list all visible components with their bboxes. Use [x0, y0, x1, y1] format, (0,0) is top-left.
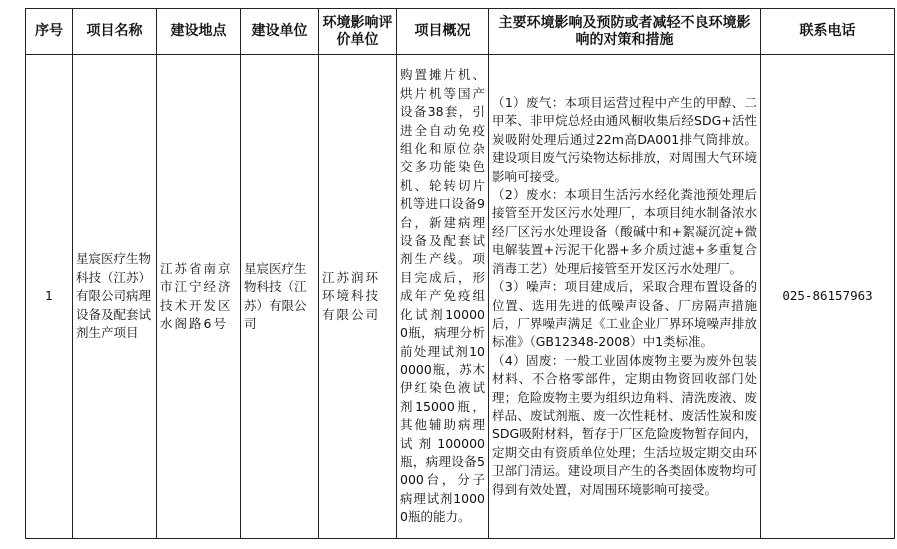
- table-row: [26, 55, 895, 539]
- header-unit: 建设单位: [241, 9, 319, 55]
- cell-seq: 1: [26, 55, 73, 539]
- header-location: 建设地点: [157, 9, 241, 55]
- measure-noise: （3）噪声：项目建成后，采取合理布置设备的位置、选用先进的低噪声设备、厂房隔声措施后，厂界噪声满足《工业企业厂界环境噪声排放标准》（GB12348-2008）中1类标准。: [492, 279, 757, 350]
- header-eia-unit: 环境影响评价单位: [319, 9, 397, 55]
- header-phone: 联系电话: [761, 9, 895, 55]
- header-measures: 主要环境影响及预防或者减轻不良环境影响的对策和措施: [489, 9, 761, 55]
- measure-water: （2）废水：本项目生活污水经化粪池预处理后接管至开发区污水处理厂，本项目纯水制备浓水经厂区污水处理设备（酸碱中和+絮凝沉淀+微电解装置+污泥干化器+多介质过滤+多重复合消毒工艺）处理后接管至开发区污水处理厂。: [492, 187, 757, 276]
- measure-solid-waste: （4）固废：一般工业固体废物主要为废外包装材料、不合格零部件，定期由物资回收部门处理；危险废物主要为组织边角料、清洗废液、废样品、废试剂瓶、废一次性耗材、废活性炭和废SDG吸附材料，暂存于厂区危险废物暂存间内，定期交由有资质单位处理；生活垃圾定期交由环卫部门清运。建设项目产生的各类固体废物均可得到有效处置，对周围环境影响可接受。: [492, 352, 757, 497]
- cell-overview: 购置摊片机、烘片机等国产设备38套，引进全自动免疫组化和原位杂交多功能染色机、轮转切片机等进口设备9台，新建病理设备及配套试剂生产线。项目完成后，形成年产免疫组化试剂100000瓶，病理分析前处理试剂100000瓶，苏木伊红染色液试剂15000瓶，其他辅助病理试剂100000瓶，病理设备5000台，分子病理试剂10000瓶的能力。: [397, 55, 489, 539]
- cell-phone: 025-86157963: [761, 55, 895, 539]
- cell-unit: 星宸医疗生物科技（江苏）有限公司: [241, 55, 319, 539]
- header-overview: 项目概况: [397, 9, 489, 55]
- header-name: 项目名称: [73, 9, 157, 55]
- header-seq: 序号: [26, 9, 73, 55]
- cell-location: 江苏省南京市江宁经济技术开发区水阁路6号: [157, 55, 241, 539]
- header-row: [26, 9, 895, 55]
- cell-project-name: 星宸医疗生物科技（江苏）有限公司病理设备及配套试剂生产项目: [73, 55, 157, 539]
- cell-measures: [489, 55, 761, 539]
- cell-eia-unit: 江苏润环环境科技有限公司: [319, 55, 397, 539]
- project-table: [25, 8, 895, 539]
- measure-air: （1）废气：本项目运营过程中产生的甲醇、二甲苯、非甲烷总烃由通风橱收集后经SDG+活性炭吸附处理后通过22m高DA001排气筒排放。建设项目废气污染物达标排放，对周围大气环境影响可接受。: [492, 95, 757, 184]
